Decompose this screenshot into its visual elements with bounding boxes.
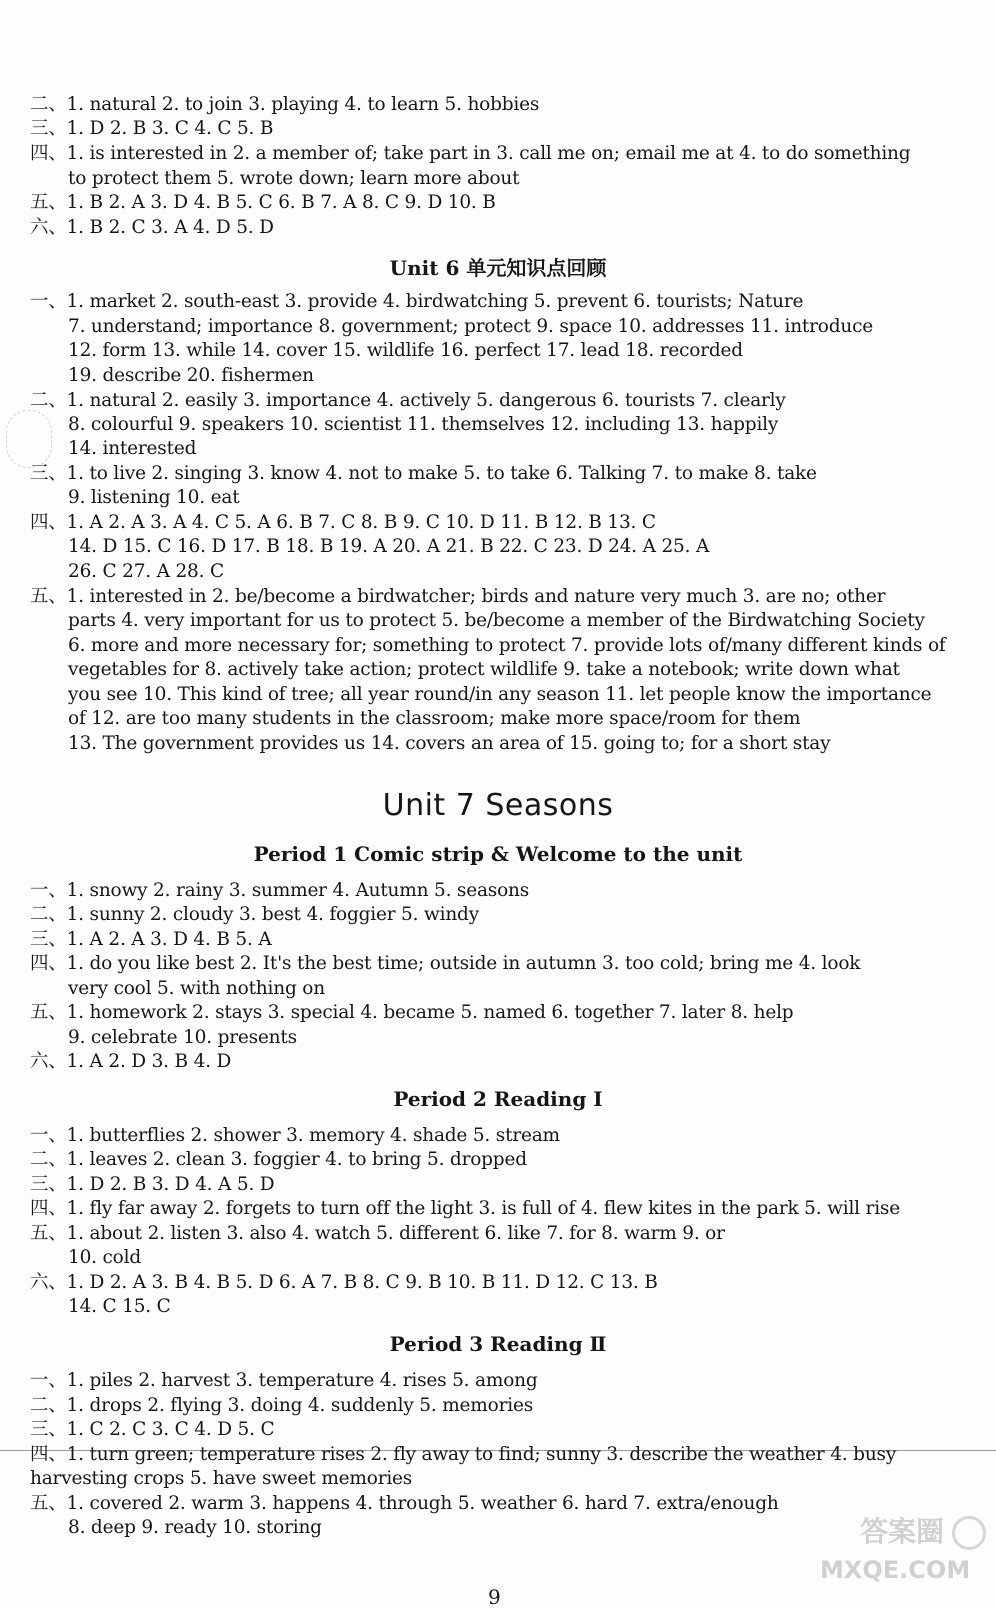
answer-line: 9. listening 10. eat bbox=[68, 487, 240, 508]
answer-line: 六、1. D 2. A 3. B 4. B 5. D 6. A 7. B 8. C 9. B 10. B 11. D 12. C 13. B bbox=[30, 1272, 658, 1293]
logo-circle-icon bbox=[952, 1516, 986, 1550]
period3-heading: Period 3 Reading Ⅱ bbox=[389, 1332, 607, 1356]
answer-line: 四、1. fly far away 2. forgets to turn off the light 3. is full of 4. flew kites in the park 5. will rise bbox=[30, 1198, 900, 1219]
answer-line: 一、1. snowy 2. rainy 3. summer 4. Autumn 5. seasons bbox=[30, 880, 530, 901]
watermark-top-text: 答案圈 bbox=[860, 1515, 945, 1548]
answer-line: 14. interested bbox=[68, 438, 197, 459]
answer-line: 五、1. about 2. listen 3. also 4. watch 5. different 6. like 7. for 8. warm 9. or bbox=[30, 1223, 725, 1244]
answer-line: 二、1. leaves 2. clean 3. foggier 4. to bring 5. dropped bbox=[30, 1149, 527, 1170]
answer-line: 8. colourful 9. speakers 10. scientist 11. themselves 12. including 13. happily bbox=[68, 414, 779, 435]
answer-line: very cool 5. with nothing on bbox=[68, 978, 325, 999]
page-number: 9 bbox=[488, 1585, 501, 1609]
answer-line: of 12. are too many students in the classroom; make more space/room for them bbox=[68, 708, 801, 729]
answer-line: 三、1. C 2. C 3. C 4. D 5. C bbox=[30, 1419, 275, 1440]
answer-line: 一、1. butterflies 2. shower 3. memory 4. shade 5. stream bbox=[30, 1125, 560, 1146]
answer-line: 二、1. natural 2. to join 3. playing 4. to learn 5. hobbies bbox=[30, 94, 540, 115]
answer-line: 三、1. D 2. B 3. D 4. A 5. D bbox=[30, 1174, 275, 1195]
answer-line: parts 4. very important for us to protect 5. be/become a member of the Birdwatching Society bbox=[68, 610, 925, 631]
answer-line: 六、1. A 2. D 3. B 4. D bbox=[30, 1051, 232, 1072]
answer-line: 一、1. piles 2. harvest 3. temperature 4. rises 5. among bbox=[30, 1370, 538, 1391]
answer-line: 14. C 15. C bbox=[68, 1296, 171, 1317]
answer-line: 8. deep 9. ready 10. storing bbox=[68, 1517, 322, 1538]
answer-line: you see 10. This kind of tree; all year round/in any season 11. let people know the importance bbox=[68, 684, 932, 705]
answer-line: 二、1. drops 2. flying 3. doing 4. suddenly 5. memories bbox=[30, 1395, 533, 1416]
unit7-title: Unit 7 Seasons bbox=[382, 788, 614, 823]
answer-line: harvesting crops 5. have sweet memories bbox=[30, 1468, 413, 1489]
answer-line: 三、1. to live 2. singing 3. know 4. not to make 5. to take 6. Talking 7. to make 8. take bbox=[30, 463, 817, 484]
answer-line: 19. describe 20. fishermen bbox=[68, 365, 314, 386]
answer-line: 6. more and more necessary for; something to protect 7. provide lots of/many different kinds of bbox=[68, 635, 946, 656]
answer-line: 四、1. turn green; temperature rises 2. fly away to find; sunny 3. describe the weather 4. busy bbox=[30, 1444, 897, 1465]
answer-line: 四、1. do you like best 2. It's the best time; outside in autumn 3. too cold; bring me 4. look bbox=[30, 953, 861, 974]
watermark-logo bbox=[820, 1510, 990, 1590]
answer-line: 三、1. A 2. A 3. D 4. B 5. A bbox=[30, 929, 272, 950]
answer-line: 二、1. natural 2. easily 3. importance 4. actively 5. dangerous 6. tourists 7. clearly bbox=[30, 390, 786, 411]
answer-line: 26. C 27. A 28. C bbox=[68, 561, 224, 582]
answer-line: 12. form 13. while 14. cover 15. wildlife 16. perfect 17. lead 18. recorded bbox=[68, 340, 743, 361]
answer-line: 9. celebrate 10. presents bbox=[68, 1027, 297, 1048]
answer-line: 五、1. B 2. A 3. D 4. B 5. C 6. B 7. A 8. C 9. D 10. B bbox=[30, 192, 496, 213]
answer-line: 四、1. A 2. A 3. A 4. C 5. A 6. B 7. C 8. B 9. C 10. D 11. B 12. B 13. C bbox=[30, 512, 656, 533]
answer-line: 五、1. homework 2. stays 3. special 4. became 5. named 6. together 7. later 8. help bbox=[30, 1002, 794, 1023]
answer-line: 五、1. interested in 2. be/become a birdwatcher; birds and nature very much 3. are no; other bbox=[30, 586, 886, 607]
unit6-review-heading: Unit 6 单元知识点回顾 bbox=[389, 256, 607, 280]
answer-line: vegetables for 8. actively take action; protect wildlife 9. take a notebook; write down what bbox=[68, 659, 900, 680]
stamp-mark bbox=[6, 410, 52, 468]
answer-line: 13. The government provides us 14. covers an area of 15. going to; for a short stay bbox=[68, 733, 831, 754]
answer-line: 一、1. market 2. south-east 3. provide 4. birdwatching 5. prevent 6. tourists; Nature bbox=[30, 291, 804, 312]
answer-line: 三、1. D 2. B 3. C 4. C 5. B bbox=[30, 118, 274, 139]
answer-line: 六、1. B 2. C 3. A 4. D 5. D bbox=[30, 217, 274, 238]
watermark-bottom-text: MXQE.COM bbox=[820, 1556, 971, 1584]
answer-line: 10. cold bbox=[68, 1247, 141, 1268]
answer-line: 五、1. covered 2. warm 3. happens 4. through 5. weather 6. hard 7. extra/enough bbox=[30, 1493, 779, 1514]
answer-line: 14. D 15. C 16. D 17. B 18. B 19. A 20. A 21. B 22. C 23. D 24. A 25. A bbox=[68, 536, 710, 557]
period2-heading: Period 2 Reading Ⅰ bbox=[393, 1087, 603, 1111]
answer-line: 二、1. sunny 2. cloudy 3. best 4. foggier 5. windy bbox=[30, 904, 479, 925]
answer-line: 四、1. is interested in 2. a member of; take part in 3. call me on; email me at 4. to do something bbox=[30, 143, 911, 164]
answer-line: 7. understand; importance 8. government; protect 9. space 10. addresses 11. introduce bbox=[68, 316, 874, 337]
answer-line: to protect them 5. wrote down; learn more about bbox=[68, 168, 520, 189]
period1-heading: Period 1 Comic strip & Welcome to the unit bbox=[253, 842, 743, 866]
